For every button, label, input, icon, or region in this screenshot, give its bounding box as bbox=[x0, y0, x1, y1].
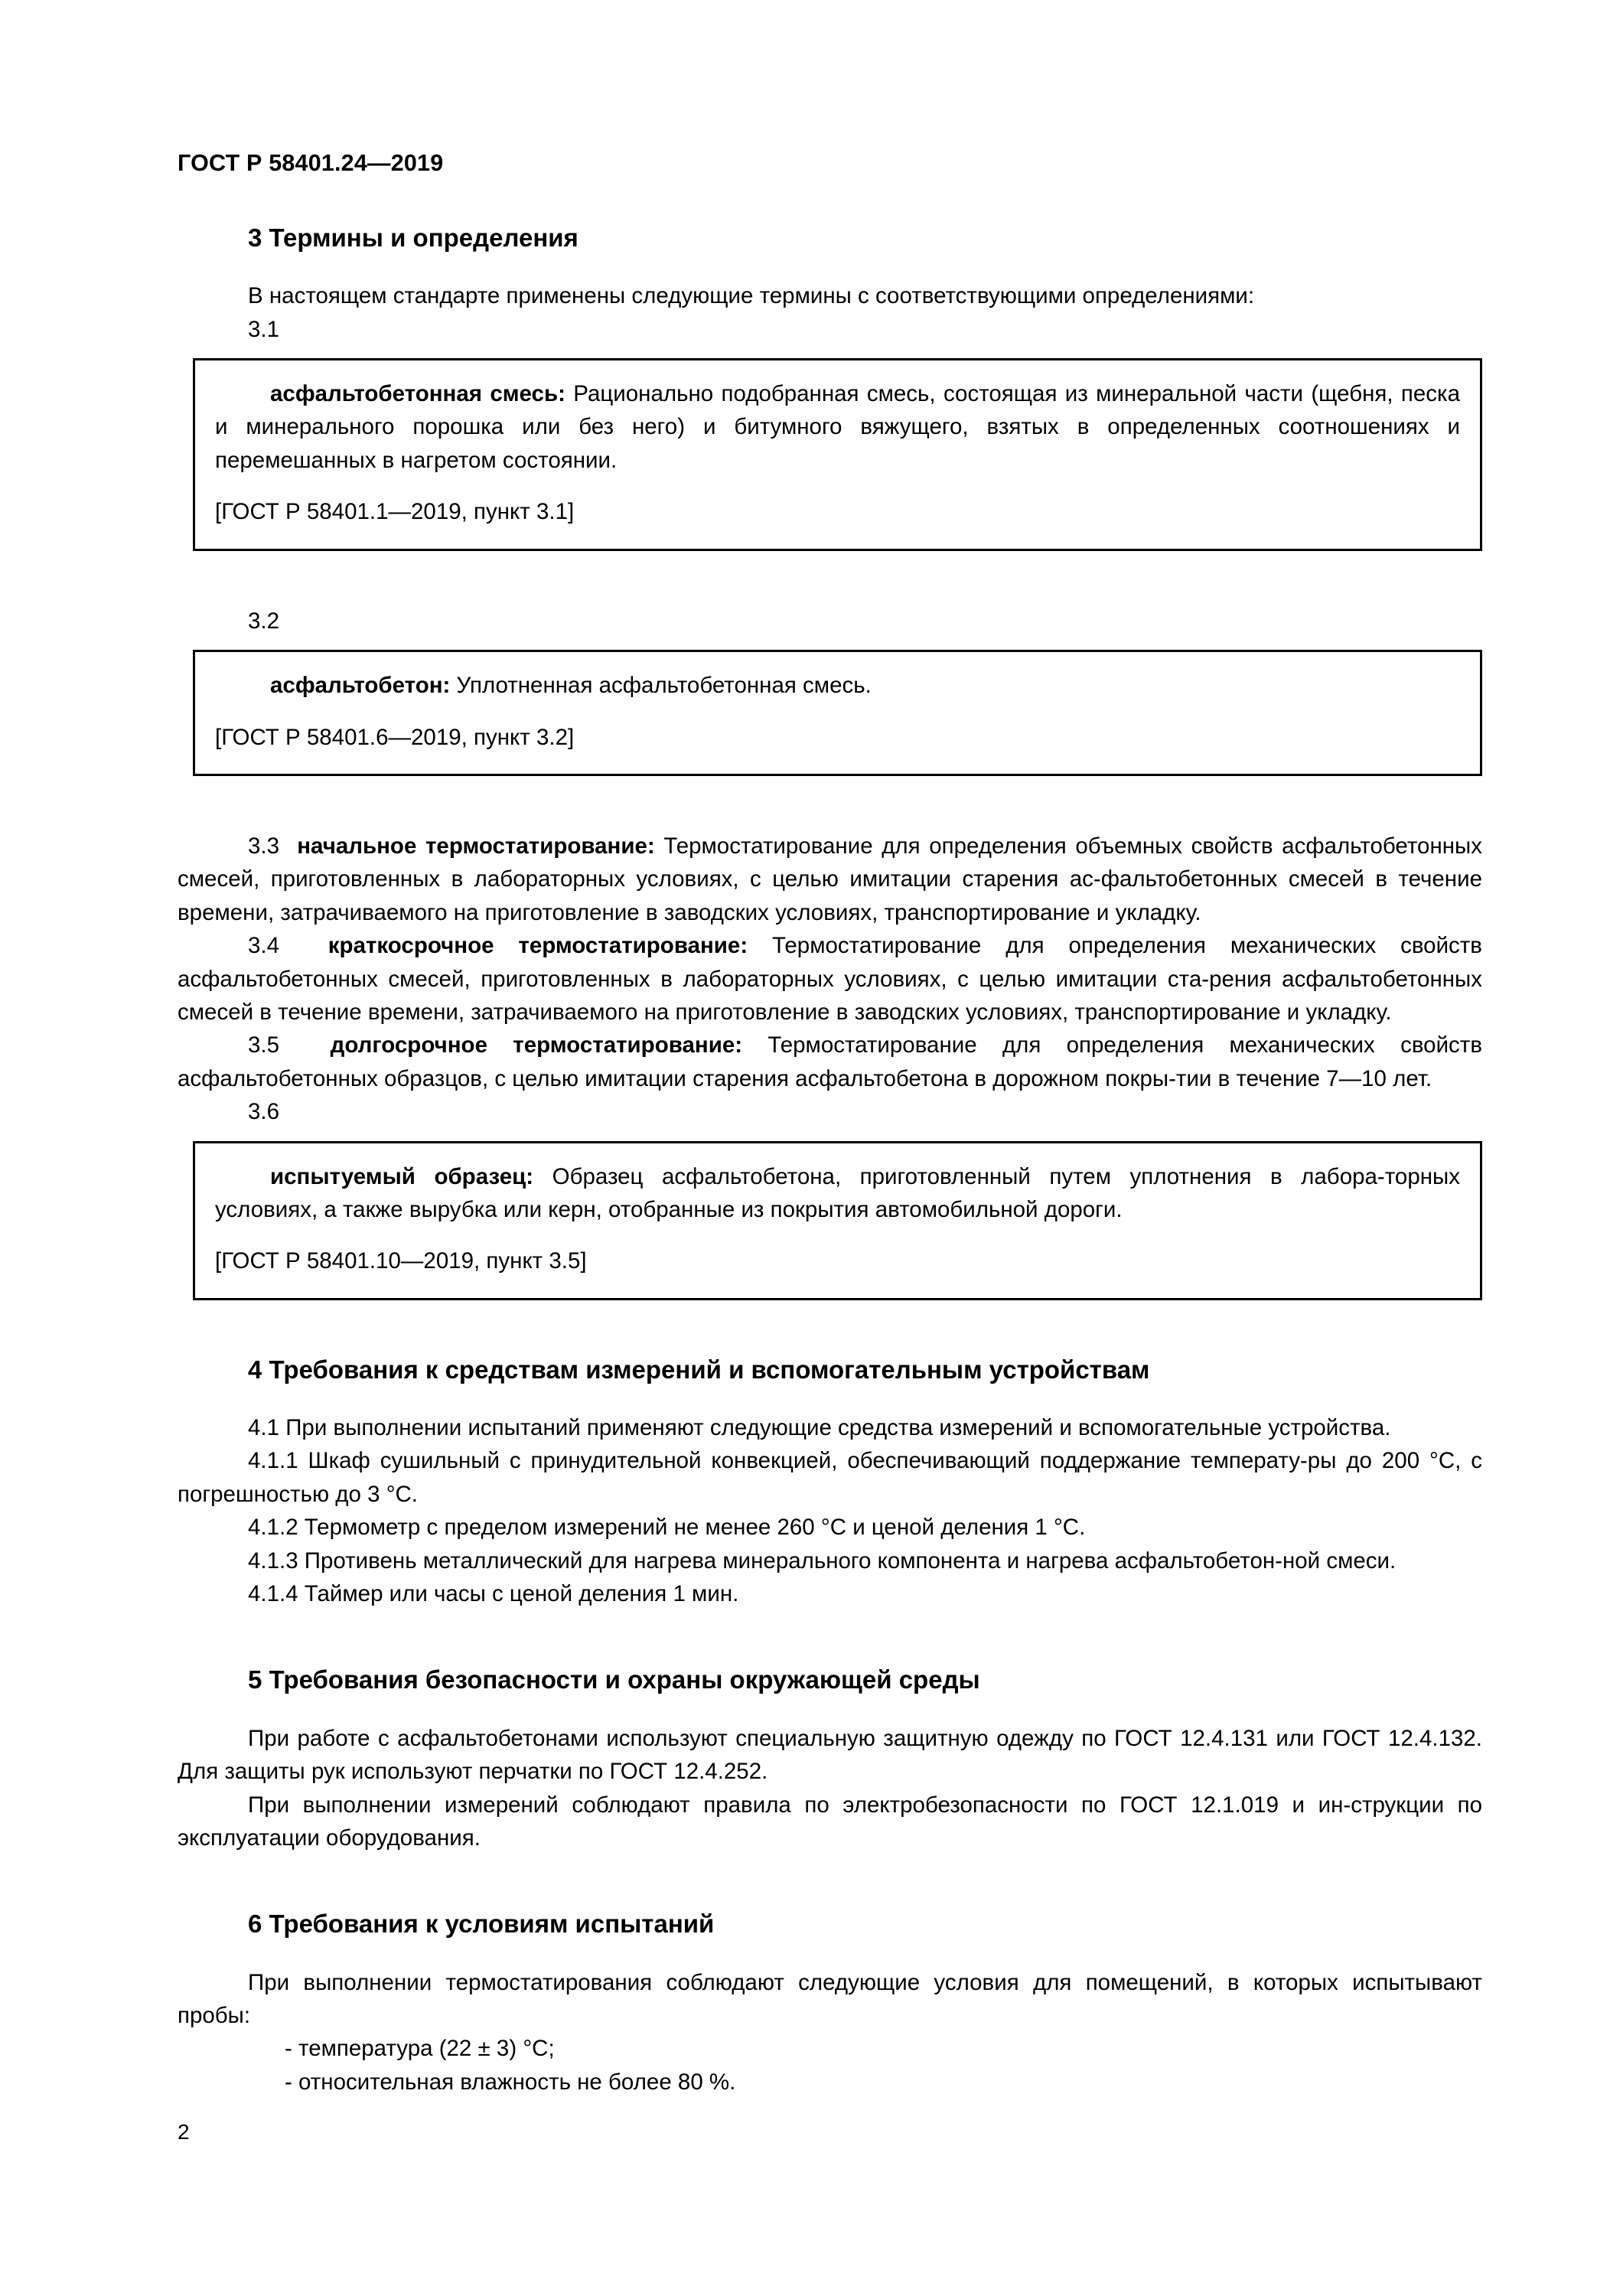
definition-box-3-6 bbox=[193, 1141, 1482, 1300]
spacer bbox=[178, 1696, 1482, 1722]
page-number: 2 bbox=[178, 2120, 190, 2144]
term-number-3-1: 3.1 bbox=[248, 316, 280, 342]
spacer bbox=[178, 1610, 1482, 1664]
term-number-3-6: 3.6 bbox=[248, 1099, 280, 1125]
spacer bbox=[178, 1854, 1482, 1908]
term-label-3-5: долгосрочное термостатирование: bbox=[330, 1032, 743, 1058]
instruments-paragraph-4-1-3: 4.1.3 Противень металлический для нагрева минерального компонента и нагрева асфальтобетон-ной смеси. bbox=[248, 1548, 1396, 1574]
spacer bbox=[178, 638, 1482, 650]
term-label-3-2: асфальтобетон: bbox=[270, 673, 451, 699]
term-paragraph-3-5 bbox=[178, 1029, 1482, 1095]
term-paragraph-3-4 bbox=[178, 929, 1482, 1029]
term-definition-3-5: Термостатирование для определения механических свойств асфальтобетонных образцов, с целью имитации старения асфальтобетона в дорожном покры-тии в течение 7—10 лет. bbox=[178, 1032, 1482, 1091]
term-paragraph-3-3 bbox=[178, 830, 1482, 929]
spacer bbox=[178, 1300, 1482, 1354]
term-source-3-1: [ГОСТ Р 58401.1—2019, пункт 3.1] bbox=[215, 499, 575, 525]
conditions-bullet-temperature: - температура (22 ± 3) °С; bbox=[285, 2036, 555, 2062]
spacer bbox=[178, 776, 1482, 830]
term-label-3-1: асфальтобетонная смесь: bbox=[270, 381, 565, 407]
document-body bbox=[178, 222, 1482, 2099]
document-header-standard-number: ГОСТ Р 58401.24—2019 bbox=[178, 150, 444, 176]
spacer bbox=[178, 1940, 1482, 1966]
spacer bbox=[178, 1385, 1482, 1411]
definition-text-3-6 bbox=[215, 1160, 1460, 1227]
term-number-3-4: 3.4 bbox=[248, 933, 280, 959]
section-heading-safety: 5 Требования безопасности и охраны окружающей среды bbox=[248, 1665, 980, 1694]
section-heading-terms: 3 Термины и определения bbox=[248, 223, 578, 252]
definition-box-3-2 bbox=[193, 650, 1482, 776]
term-number-3-2: 3.2 bbox=[248, 608, 280, 634]
conditions-bullet-humidity: - относительная влажность не более 80 %. bbox=[285, 2069, 736, 2095]
term-source-3-2: [ГОСТ Р 58401.6—2019, пункт 3.2] bbox=[215, 724, 575, 750]
definition-box-3-1 bbox=[193, 358, 1482, 551]
spacer bbox=[178, 253, 1482, 279]
instruments-paragraph-4-1-1: 4.1.1 Шкаф сушильный с принудительной конвекцией, обеспечивающий поддержание температу-ры до 200 °С, с погрешностью до 3 °С. bbox=[178, 1448, 1482, 1507]
definition-text-3-2 bbox=[215, 669, 1460, 702]
instruments-paragraph-4-1: 4.1 При выполнении испытаний применяют следующие средства измерений и вспомогательные устройства. bbox=[248, 1415, 1391, 1441]
terms-intro-paragraph: В настоящем стандарте применены следующие термины с соответствующими определениями: bbox=[248, 283, 1255, 309]
term-definition-3-3: Термостатирование для определения объемных свойств асфальтобетонных смесей, приготовленных в лабораторных условиях, с целью имитации старения ас-фальтобетонных смесей в течение времени, затрачиваемого на приготовление в заводских условиях, транспортирование и укладку. bbox=[178, 833, 1482, 925]
definition-text-3-1 bbox=[215, 377, 1460, 477]
safety-paragraph-2: При выполнении измерений соблюдают правила по электробезопасности по ГОСТ 12.1.019 и ин-струкции по эксплуатации оборудования. bbox=[178, 1792, 1482, 1851]
term-label-3-4: краткосрочное термостатирование: bbox=[328, 933, 748, 959]
conditions-intro-paragraph: При выполнении термостатирования соблюдают следующие условия для помещений, в которых испытывают пробы: bbox=[178, 1969, 1482, 2028]
instruments-paragraph-4-1-2: 4.1.2 Термометр с пределом измерений не менее 260 °С и ценой деления 1 °С. bbox=[248, 1515, 1086, 1541]
term-label-3-6: испытуемый образец: bbox=[270, 1163, 534, 1189]
safety-paragraph-1: При работе с асфальтобетонами используют специальную защитную одежду по ГОСТ 12.4.131 или ГОСТ 12.4.132. Для защиты рук используют перчатки по ГОСТ 12.4.252. bbox=[178, 1725, 1482, 1785]
spacer bbox=[178, 551, 1482, 605]
term-number-3-3: 3.3 bbox=[248, 833, 280, 859]
term-definition-3-1: Рационально подобранная смесь, состоящая из минеральной части (щебня, песка и минерального порошка или без него) и битумного вяжущего, взятых в определенных соотношениях и перемешанных в нагретом состоянии. bbox=[215, 381, 1460, 473]
term-label-3-3: начальное термостатирование: bbox=[297, 833, 655, 859]
term-definition-3-6: Образец асфальтобетона, приготовленный путем уплотнения в лабора-торных условиях, а также вырубка или керн, отобранные из покрытия автомобильной дороги. bbox=[215, 1163, 1460, 1222]
term-definition-3-4: Термостатирование для определения механических свойств асфальтобетонных смесей, приготовленных в лабораторных условиях, с целью имитации ста-рения асфальтобетонных смесей в течение времени, затрачиваемого на приготовление в заводских условиях, транспортирование и укладку. bbox=[178, 933, 1482, 1025]
term-number-3-5: 3.5 bbox=[248, 1032, 280, 1058]
section-heading-instruments: 4 Требования к средствам измерений и вспомогательным устройствам bbox=[248, 1355, 1150, 1384]
spacer bbox=[178, 346, 1482, 358]
term-definition-3-2: Уплотненная асфальтобетонная смесь. bbox=[450, 673, 872, 699]
instruments-paragraph-4-1-4: 4.1.4 Таймер или часы с ценой деления 1 мин. bbox=[248, 1581, 739, 1607]
section-heading-conditions: 6 Требования к условиям испытаний bbox=[248, 1910, 715, 1939]
term-source-3-6: [ГОСТ Р 58401.10—2019, пункт 3.5] bbox=[215, 1248, 587, 1274]
spacer bbox=[178, 1129, 1482, 1141]
